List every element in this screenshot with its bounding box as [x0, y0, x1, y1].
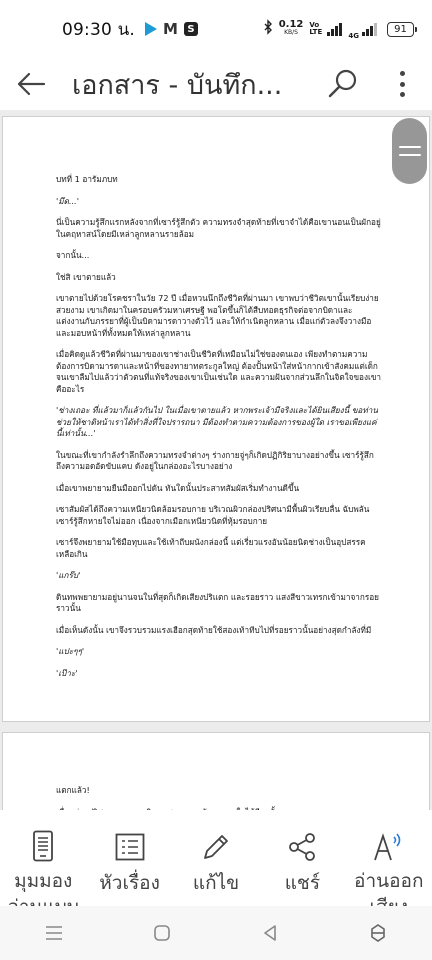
gmail-icon: M — [163, 20, 178, 38]
document-paragraph: เซาสัมผัสได้ถึงความเหนียวนิดล้อมรอบกาย บริเวณผิวกล่องปริศนามีพื้นผิวเรียบลื่น ฉับพลันเซาร์รู้สึกหายใจไม่ออก เนื่องจากเมือกเหนียวนิดที่หุ้มรอบกาย — [56, 504, 370, 526]
document-paragraph: 'แกร๊บ' — [56, 570, 81, 580]
document-paragraph: ใช่สิ เขาตายแล้ว — [56, 271, 116, 282]
share-icon — [287, 830, 317, 864]
signal-icon-2 — [362, 23, 377, 36]
document-paragraph: เซาร์จึงพยายามใช้มือทุบและใช้เท้าถีบผนังกล่องนี้ แต่เรี่ยวแรงอันน้อยนิดช่างเป็นอุปสรรคเหลือเกิน — [56, 537, 366, 559]
pencil-icon — [201, 830, 231, 864]
status-time: 09:30 น. — [62, 19, 136, 40]
read-aloud-icon — [372, 830, 406, 862]
system-indicators — [264, 18, 414, 40]
assistant-icon[interactable] — [324, 923, 432, 943]
document-paragraph: 'ช่างเถอะ ที่แล้วมาก็แล้วกันไป ในเมื่อเขาตายแล้ว หากพระเจ้ามีจริงและได้ยินเสียงนี้ ขอท่านช่วยให้ชาติหน้าเราได้ทำสิ่งที่ใจปรารถนา มีต้องทำตามความต้องการของผู้ใด เราขอเพียงแค่นี้เท่านั้น...' — [56, 405, 378, 438]
battery-icon — [387, 22, 414, 37]
document-viewer[interactable] — [0, 110, 432, 810]
search-icon[interactable] — [326, 67, 360, 101]
document-paragraph: นี่เป็นความรู้สึกแรกหลังจากที่เซาร์รู้สึกตัว ความทรงจำสุดท้ายที่เขาจำได้คือเขานอนเป็นผักอยู่ในคฤหาสน์โดยมีเหล่าลูกหลานรายล้อม — [56, 217, 381, 239]
play-icon — [145, 22, 157, 36]
document-paragraph: 'มึด...' — [56, 195, 80, 206]
recents-icon[interactable] — [0, 924, 108, 942]
outline-list-icon — [115, 830, 145, 864]
network-type: 4G — [348, 32, 359, 40]
system-nav-bar — [0, 906, 432, 960]
battery-level: 91 — [394, 23, 407, 35]
network-speed — [279, 21, 304, 37]
document-paragraph: ดินทพพยายามอยู่นานจนในที่สุดก็เกิดเสียงปริแตก และรอยราว แสงสีขาวเทรกเข้ามาจากรอยราวนั้น — [56, 591, 379, 613]
signal-icon — [327, 23, 342, 36]
app-bar — [0, 58, 432, 110]
document-title: เอกสาร - บันทึก... — [72, 69, 283, 101]
scroll-handle[interactable] — [392, 118, 427, 184]
home-icon[interactable] — [108, 924, 216, 942]
toolbar-headings[interactable] — [86, 810, 172, 906]
document-paragraph: 'แปะๆๆ' — [56, 646, 85, 656]
toolbar-read-aloud[interactable] — [346, 810, 432, 906]
document-paragraph: เมื่อเขาพยายามยืนมืออกไปดัน ทันใดนั้นประสาทสัมผัสเริ่มทำงานดีขึ้น — [56, 482, 300, 493]
document-paragraph: เมื่อคิดดูแล้วชีวิตที่ผ่านมาของเขาช่างเป็นชีวิตที่เหมือนไม่ใช่ของตนเอง เพียงทำตามความต้องการบิดามารดาและหน้าที่ของทายาทตระกูลใหญ่ ต้องปั้นหน้าใส่หน้ากากเข้าสังคมแต่เด็ก จนเขาลืมไปแล้วว่าตัวตนที่แท้จริงของเขาเป็นเช่นใด และความฝันจากส่วนลึกในจิตใจของเขาคืออะไร — [56, 349, 381, 394]
document-paragraph: แตกแล้ว! — [56, 785, 90, 795]
page-1-content — [56, 174, 381, 689]
toolbar-share[interactable] — [259, 810, 345, 906]
bluetooth-icon — [264, 20, 273, 38]
speed-value: 0.12 — [278, 19, 304, 30]
toolbar-label: แก้ไข — [192, 872, 240, 894]
notification-icons — [145, 20, 198, 38]
document-paragraph: ในขณะที่เขากำลังรำลึกถึงความทรงจำต่างๆ ร่างกายจู่ๆก็เกิดปฏิกิริยาบางอย่างขึ้น เซาร์รู้สึกถึงความอดอัดขับแคบ ดังอยู่ในกล่องอะไรบางอย่าง — [56, 449, 374, 471]
more-options-icon[interactable] — [392, 67, 412, 101]
s-app-icon: S — [184, 22, 198, 36]
back-triangle-icon[interactable] — [216, 924, 324, 942]
status-bar — [0, 0, 432, 58]
toolbar-label: มุมมอง — [14, 870, 73, 892]
back-arrow-icon[interactable] — [16, 69, 46, 99]
document-page-1 — [2, 116, 430, 722]
toolbar-reading-view[interactable] — [0, 810, 86, 906]
document-paragraph: เขาตายไปด้วยโรคชราในวัย 72 ปี เมื่อหวนนึกถึงชีวิตที่ผ่านมา เขาพบว่าชีวิตเขานั้นเรียบง่ายสวยงาม เขาเกิดมาในครอบครัวมหาเศรษฐี พอโตขึ้นก็ได้สืบทอดธุรกิจต่อจากบิดาและแต่งงานกับภรรยาที่ผู้เป็นบิดามารดาวางตัวไว้ และให้กำเนิดลูกหลาน เมื่อแก่ตัวลงจึงวางมือและมอบหน้าที่ทั้งหมดให้เหล่าลูกหลาน — [56, 293, 379, 338]
bottom-toolbar — [0, 810, 432, 906]
toolbar-label: แชร์ — [284, 872, 321, 894]
document-paragraph: เมื่อเห็นดังนั้น เขาจึงรวบรวมแรงเฮือกสุดท้ายใช้สองเท้าทีบไปที่รอยราวนั้นอย่างสุดกำลังที่มี — [56, 624, 372, 635]
speed-unit: KB/S — [284, 29, 298, 36]
phone-view-icon — [32, 830, 54, 862]
document-paragraph: 'เป๊าะ' — [56, 667, 78, 678]
volte-label: Vo LTE — [309, 21, 323, 36]
document-paragraph: จากนั้น... — [56, 250, 90, 260]
toolbar-edit[interactable] — [173, 810, 259, 906]
toolbar-label: อ่านออก — [354, 870, 424, 892]
toolbar-label: หัวเรื่อง — [99, 872, 160, 894]
document-paragraph: บทที่ 1 อารัมภบท — [56, 174, 118, 184]
